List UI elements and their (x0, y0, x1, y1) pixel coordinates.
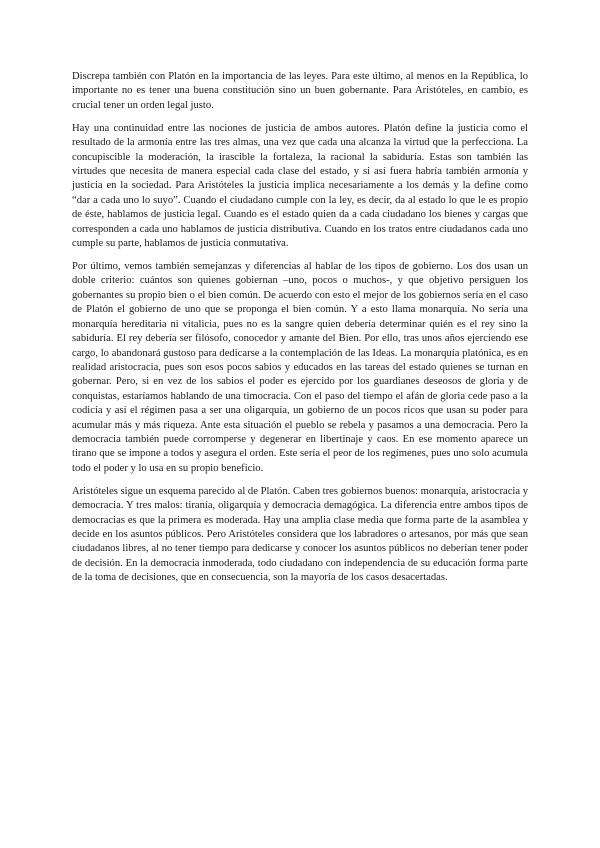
document-page (72, 70, 528, 594)
paragraph-justice: Hay una continuidad entre las nociones de justicia de ambos autores. Platón define la justicia como el resultado de la armonía entre las tres almas, una vez que cada una alcanza la virtud que la perfecciona. La concupiscible la moderación, la irascible la fortaleza, la racional la sabiduría. Estas son también las virtudes que necesita de manera especial cada clase del estado, y si así fuera habría también armonía y justicia en la sociedad. Para Aristóteles la justicia implica necesariamente a los demás y la define como “dar a cada uno lo suyo”. Cuando el ciudadano cumple con la ley, es decir, da al estado lo que le es propio de éste, hablamos de justicia legal. Cuando es el estado quien da a cada ciudadano los bienes y cargas que corresponden a cada uno hablamos de justicia distributiva. Cuando en los tratos entre ciudadanos cada uno cumple su parte, hablamos de justicia conmutativa. (72, 122, 528, 250)
paragraph-aristotelian-governments: Aristóteles sigue un esquema parecido al de Platón. Caben tres gobiernos buenos: monarquía, aristocracia y democracia. Y tres malos: tiranía, oligarquía y democracia demagógica. La diferencia entre ambos tipos de democracias es que la primera es moderada. Hay una amplia clase media que forma parte de la asamblea y decide en los asuntos públicos. Pero Aristóteles considera que los labradores o artesanos, por más que sean ciudadanos libres, al no tener tiempo para dedicarse y conocer los asuntos públicos no deberían tener poder de decisión. En la democracia inmoderada, todo ciudadano con independencia de su educación forma parte de la toma de decisiones, que en consecuencia, son la mayoría de los casos desacertadas. (72, 485, 528, 584)
paragraph-laws: Discrepa también con Platón en la importancia de las leyes. Para este último, al menos en la República, lo importante no es tener una buena constitución sino un buen gobernante. Para Aristóteles, en cambio, es crucial tener un orden legal justo. (72, 71, 528, 111)
paragraph-platonic-governments: Por último, vemos también semejanzas y diferencias al hablar de los tipos de gobierno. Los dos usan un doble criterio: cuántos son quienes gobiernan –uno, pocos o muchos-, y que objetivo persiguen los gobernantes su propio bien o el bien común. De acuerdo con esto el mejor de los gobiernos sería en el caso de Platón el gobierno de uno que se proponga el bien común. Y a esto llama monarquía. No sería una monarquía hereditaria ni vitalicia, pues no es la sangre quien debería determinar quién es el rey sino la sabiduría. El rey debería ser filósofo, conocedor y amante del Bien. Por ello, tras unos años ejerciendo ese cargo, lo abandonará gustoso para dedicarse a la contemplación de las Ideas. La monarquía platónica, es en realidad aristocracia, pues son esos pocos sabios y educados en las tareas del estado quienes se turnan en gobernar. Pero, si en vez de los sabios el poder es ejercido por los guardianes deseosos de gloria y de conquistas, estaríamos hablando de una timocracia. Con el paso del tiempo el afán de gloria cede paso a la codicia y así el régimen pasa a ser una oligarquía, un gobierno de un pocos ricos que usan su poder para acumular más y más riqueza. Ante esta situación el pueblo se rebela y pasamos a una democracia. Pero la democracia también puede corromperse y degenerar en libertinaje y caos. En ese momento aparece un tirano que se impone a todos y asegura el orden. Este sería el peor de los regímenes, pues uno solo acumula todo el poder y lo usa en su propio beneficio. (72, 261, 528, 474)
